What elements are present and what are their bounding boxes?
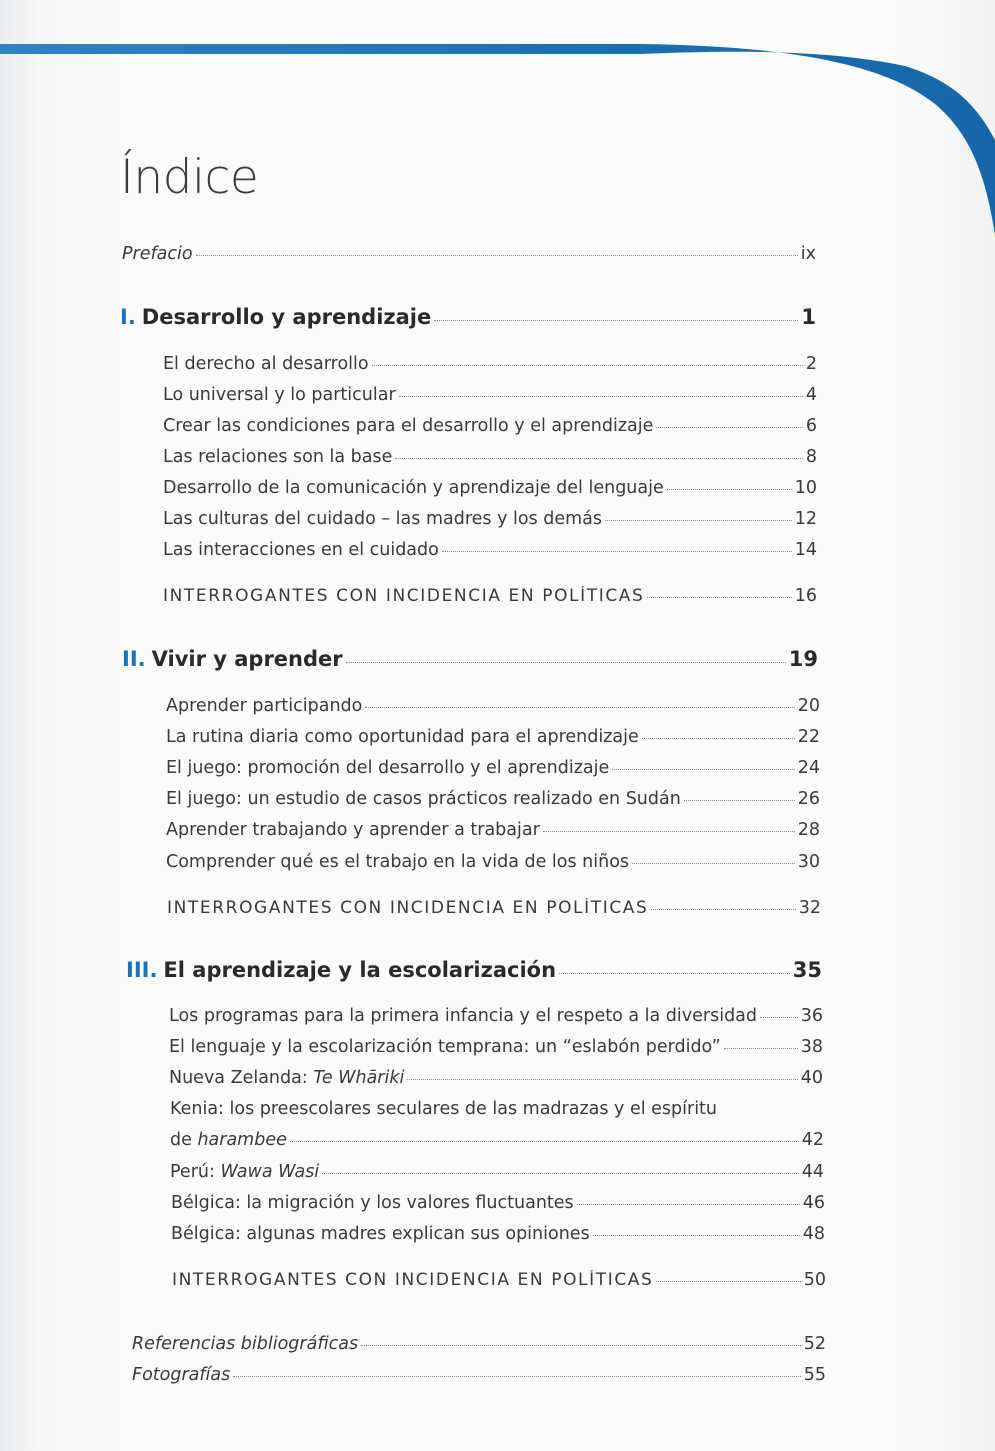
- entry-page: 2: [805, 354, 817, 374]
- entry-label: de: [170, 1130, 198, 1150]
- entry-page: 48: [802, 1224, 825, 1244]
- entry-label: Aprender trabajando y aprender a trabajar: [166, 820, 540, 840]
- entry-label: Crear las condiciones para el desarrollo y el aprendizaje: [163, 416, 654, 436]
- dot-leader: [724, 1048, 798, 1049]
- entry-page: 40: [800, 1068, 823, 1088]
- entry-page: 10: [794, 478, 817, 498]
- entry-page: 22: [797, 727, 820, 747]
- chapter-number: II.: [122, 647, 146, 671]
- toc-entry[interactable]: [166, 758, 820, 778]
- entry-label-italic: Wawa Wasi: [220, 1162, 320, 1182]
- entry-page: 52: [803, 1334, 826, 1354]
- toc-entry-references[interactable]: [132, 1334, 826, 1354]
- entry-page: 16: [794, 586, 817, 606]
- chapter-page: 19: [788, 647, 818, 671]
- entry-page: 12: [794, 509, 817, 529]
- entry-label: El juego: un estudio de casos prácticos realizado en Sudán: [166, 789, 681, 809]
- entry-label-line1: Kenia: los preescolares seculares de las madrazas y el espíritu: [170, 1099, 718, 1119]
- toc-entry[interactable]: [166, 727, 820, 747]
- entry-page: 38: [800, 1037, 823, 1057]
- dot-leader: [434, 320, 798, 321]
- toc-entry-policy-questions[interactable]: [163, 586, 817, 606]
- chapter-number: III.: [126, 958, 158, 982]
- dot-leader: [365, 707, 794, 708]
- toc-entry[interactable]: [171, 1224, 825, 1244]
- toc-entry[interactable]: [169, 1068, 823, 1088]
- toc-entry[interactable]: [170, 1162, 824, 1182]
- page-title: Índice: [120, 150, 259, 205]
- entry-label: Referencias bibliográficas: [132, 1334, 359, 1354]
- toc-entry-preface[interactable]: [122, 244, 816, 264]
- dot-leader: [642, 738, 795, 739]
- entry-page: 30: [797, 852, 820, 872]
- toc-entry[interactable]: [171, 1193, 825, 1213]
- entry-page: 8: [805, 447, 817, 467]
- dot-leader: [577, 1204, 800, 1205]
- dot-leader: [684, 800, 795, 801]
- entry-label: Las interacciones en el cuidado: [163, 540, 439, 560]
- dot-leader: [651, 909, 795, 910]
- dot-leader: [632, 863, 795, 864]
- entry-label: INTERROGANTES CON INCIDENCIA EN POLÍTICAS: [167, 898, 649, 918]
- chapter-heading-3[interactable]: [126, 958, 822, 982]
- entry-label: Lo universal y lo particular: [163, 385, 396, 405]
- entry-label: Nueva Zelanda:: [169, 1068, 314, 1088]
- toc-entry[interactable]: [163, 540, 817, 560]
- entry-page: 46: [802, 1193, 825, 1213]
- entry-page: ix: [800, 244, 816, 264]
- entry-page: 50: [803, 1270, 826, 1290]
- chapter-title: El aprendizaje y la escolarización: [163, 958, 557, 982]
- entry-page: 6: [805, 416, 817, 436]
- chapter-title: Vivir y aprender: [151, 647, 343, 671]
- dot-leader: [196, 255, 798, 256]
- entry-page: 44: [801, 1162, 824, 1182]
- entry-label: Las culturas del cuidado – las madres y los demás: [163, 509, 603, 529]
- entry-label: Bélgica: algunas madres explican sus opiniones: [171, 1224, 590, 1244]
- toc-entry-policy-questions[interactable]: [167, 898, 821, 918]
- toc-entry[interactable]: [163, 416, 817, 436]
- dot-leader: [605, 520, 792, 521]
- toc-entry[interactable]: [166, 820, 820, 840]
- entry-label: Prefacio: [122, 244, 193, 264]
- entry-label-italic: harambee: [197, 1130, 287, 1150]
- chapter-heading-1[interactable]: [120, 305, 816, 329]
- dot-leader: [407, 1079, 797, 1080]
- dot-leader: [346, 662, 786, 663]
- dot-leader: [667, 489, 792, 490]
- entry-page: 4: [805, 385, 817, 405]
- dot-leader: [656, 1281, 800, 1282]
- entry-page: 20: [797, 696, 820, 716]
- entry-page: 14: [794, 540, 817, 560]
- toc-entry-policy-questions[interactable]: [172, 1270, 826, 1290]
- entry-label: Fotografías: [132, 1365, 231, 1385]
- entry-page: 24: [797, 758, 820, 778]
- toc-entry[interactable]: [170, 1130, 824, 1150]
- dot-leader: [372, 365, 803, 366]
- entry-page: 26: [797, 789, 820, 809]
- dot-leader: [559, 973, 790, 974]
- header-curve-band: [0, 0, 995, 260]
- toc-entry-photographs[interactable]: [132, 1365, 826, 1385]
- toc-entry[interactable]: [169, 1006, 823, 1026]
- toc-entry[interactable]: [163, 509, 817, 529]
- entry-label: Los programas para la primera infancia y el respeto a la diversidad: [169, 1006, 758, 1026]
- toc-entry[interactable]: [163, 478, 817, 498]
- dot-leader: [399, 396, 803, 397]
- toc-entry[interactable]: [163, 385, 817, 405]
- dot-leader: [760, 1017, 798, 1018]
- dot-leader: [322, 1173, 799, 1174]
- dot-leader: [593, 1235, 800, 1236]
- entry-label-italic: Te Whāriki: [313, 1068, 405, 1088]
- toc-entry[interactable]: [166, 852, 820, 872]
- entry-page: 42: [801, 1130, 824, 1150]
- toc-entry[interactable]: [166, 696, 820, 716]
- entry-label: El juego: promoción del desarrollo y el aprendizaje: [166, 758, 610, 778]
- chapter-heading-2[interactable]: [122, 647, 818, 671]
- entry-label: Bélgica: la migración y los valores fluctuantes: [171, 1193, 574, 1213]
- entry-page: 32: [798, 898, 821, 918]
- toc-entry[interactable]: [163, 354, 817, 374]
- entry-label: Comprender qué es el trabajo en la vida de los niños: [166, 852, 630, 872]
- dot-leader: [647, 597, 791, 598]
- entry-label: Las relaciones son la base: [163, 447, 393, 467]
- entry-label: Perú:: [170, 1162, 221, 1182]
- entry-label: Desarrollo de la comunicación y aprendizaje del lenguaje: [163, 478, 664, 498]
- entry-page: 36: [800, 1006, 823, 1026]
- entry-label: INTERROGANTES CON INCIDENCIA EN POLÍTICAS: [163, 586, 645, 606]
- dot-leader: [656, 427, 802, 428]
- chapter-title: Desarrollo y aprendizaje: [141, 305, 432, 329]
- dot-leader: [233, 1376, 800, 1377]
- entry-label: El derecho al desarrollo: [163, 354, 369, 374]
- entry-page: 55: [803, 1365, 826, 1385]
- chapter-number: I.: [120, 305, 136, 329]
- toc-entry[interactable]: [169, 1037, 823, 1057]
- dot-leader: [543, 831, 795, 832]
- entry-label: Aprender participando: [166, 696, 363, 716]
- chapter-page: 1: [801, 305, 816, 329]
- entry-label: El lenguaje y la escolarización temprana: un “eslabón perdido”: [169, 1037, 721, 1057]
- entry-label: La rutina diaria como oportunidad para el aprendizaje: [166, 727, 639, 747]
- dot-leader: [612, 769, 794, 770]
- chapter-page: 35: [792, 958, 822, 982]
- dot-leader: [442, 551, 792, 552]
- dot-leader: [361, 1345, 801, 1346]
- entry-page: 28: [797, 820, 820, 840]
- toc-entry[interactable]: [166, 789, 820, 809]
- dot-leader: [395, 458, 802, 459]
- dot-leader: [290, 1141, 799, 1142]
- entry-label: INTERROGANTES CON INCIDENCIA EN POLÍTICAS: [172, 1270, 654, 1290]
- toc-entry[interactable]: [163, 447, 817, 467]
